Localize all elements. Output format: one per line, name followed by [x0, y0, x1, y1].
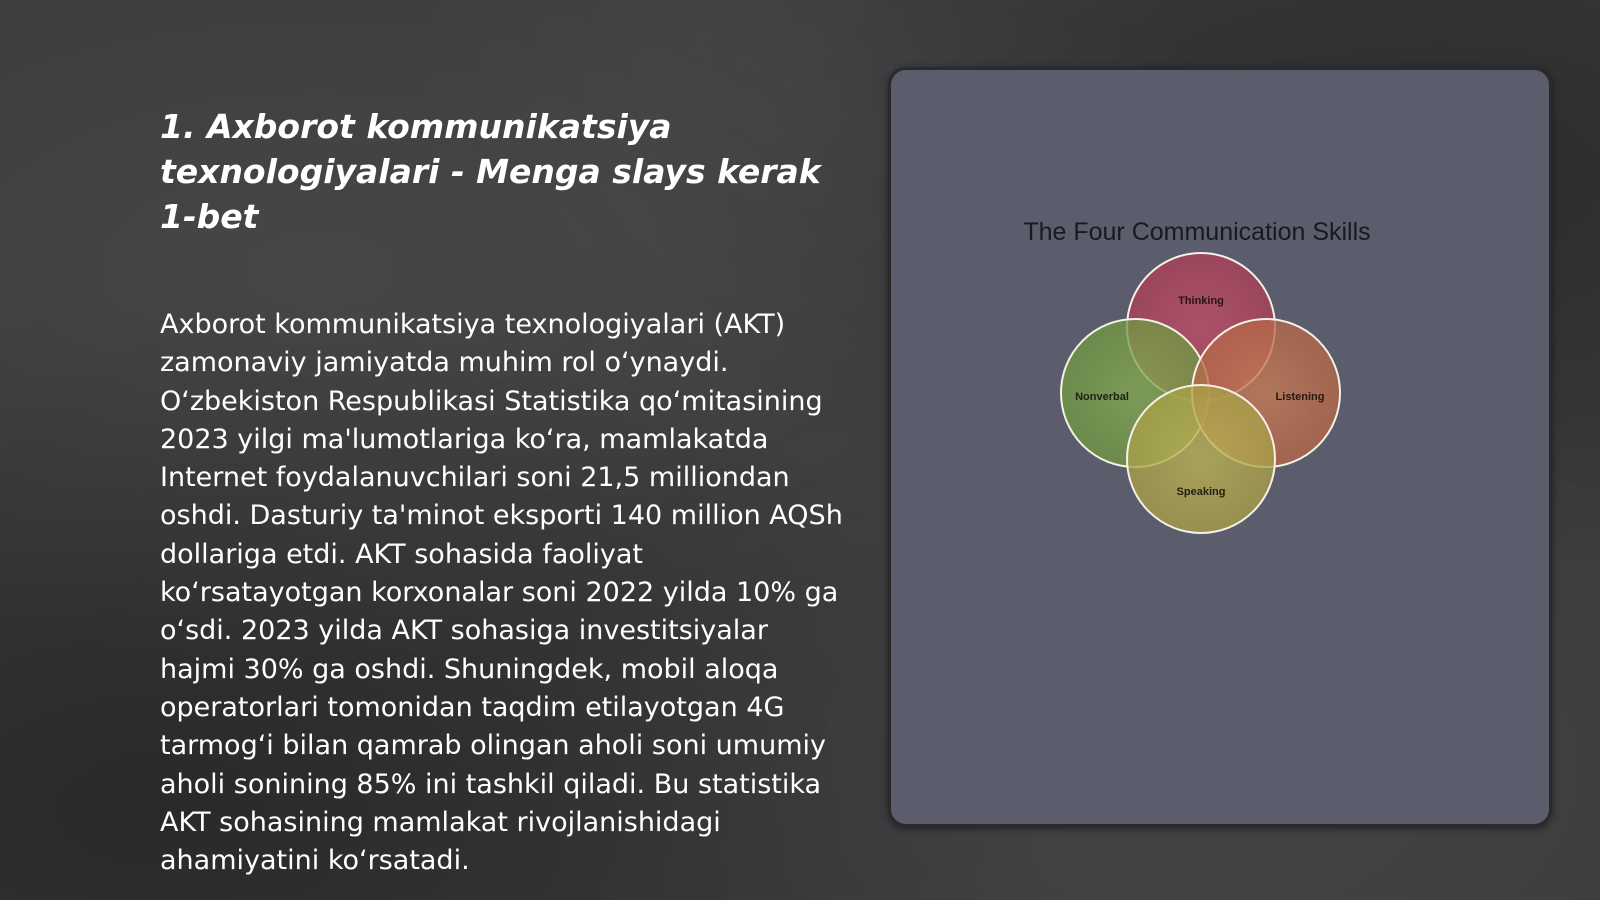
diagram-image [888, 67, 1552, 827]
label-speaking: Speaking [1176, 486, 1226, 498]
slide-title: 1. Axborot kommunikatsiya texnologiyalari - Menga slays kerak 1-bet [160, 107, 821, 236]
label-thinking: Thinking [1178, 295, 1224, 307]
label-listening: Listening [1275, 391, 1325, 403]
label-nonverbal: Nonverbal [1075, 391, 1129, 403]
slide-body-text: Axborot kommunikatsiya texnologiyalari (AKT) zamonaviy jamiyatda muhim rol o‘ynaydi. O‘zbekiston Respublikasi Statistika qo‘mitasining 2023 yilgi ma'lumotlariga ko‘ra, mamlakatda Internet foydalanuvchilari soni 21,5 milliondan oshdi. Dasturiy ta'minot eksporti 140 million AQSh dollariga etdi. AKT sohasida faoliyat ko‘rsatayotgan korxonalar soni 2022 yilda 10% ga o‘sdi. 2023 yilda AKT sohasiga investitsiyalar hajmi 30% ga oshdi. Shuningdek, mobil aloqa operatorlari tomonidan taqdim etilayotgan 4G tarmog‘i bilan qamrab olingan aholi soni umumiy aholi sonining 85% ini tashkil qiladi. Bu statistika AKT sohasining mamlakat rivojlanishidagi ahamiyatini ko‘rsatadi. [160, 309, 843, 877]
circle-speaking [1127, 385, 1275, 533]
diagram-title: The Four Communication Skills [1023, 218, 1371, 246]
communication-skills-diagram [891, 70, 1549, 824]
